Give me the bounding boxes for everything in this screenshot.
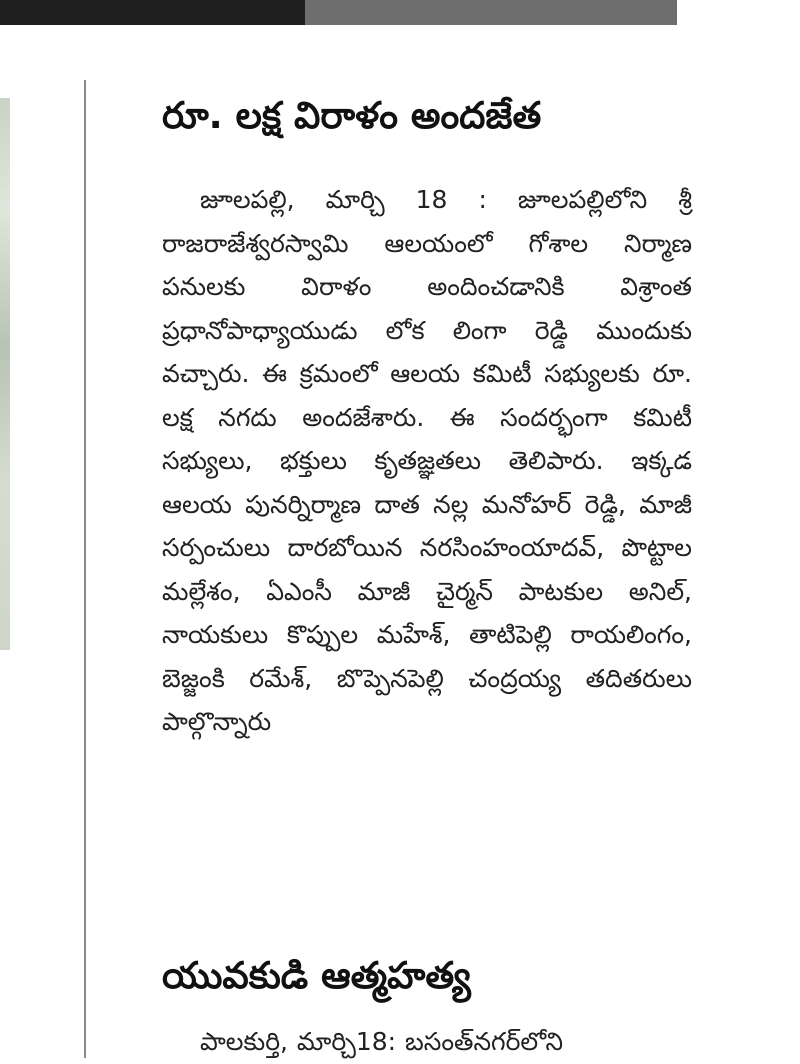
adjacent-photo-edge [0, 98, 10, 650]
article-donation [162, 88, 692, 744]
article-headline: రూ. లక్ష విరాళం అందజేత [162, 94, 542, 137]
top-banner-dark [0, 0, 305, 25]
article-suicide [162, 948, 692, 1064]
article-body: జూలపల్లి, మార్చి 18 : జూలపల్లిలోని శ్రీ రాజరాజేశ్వరస్వామి ఆలయంలో గోశాల నిర్మాణ పనులకు విరాళం అందించడానికి విశ్రాంత ప్రధానోపాధ్యాయుడు లోక లింగా రెడ్డి ముందుకు వచ్చారు. ఈ క్రమంలో ఆలయ కమిటీ సభ్యులకు రూ. లక్ష నగదు అందజేశారు. ఈ సందర్భంగా కమిటీ సభ్యులు, భక్తులు కృతజ్ఞతలు తెలిపారు. ఇక్కడ ఆలయ పునర్నిర్మాణ దాత నల్ల మనోహర్ రెడ్డి, మాజీ సర్పంచులు దారబోయిన నరసింహంయాదవ్, పొట్టాల మల్లేశం, ఏఎంసీ మాజీ చైర్మన్ పాటకుల అనిల్, నాయకులు కొప్పుల మహేశ్, తాటిపెల్లి రాయలింగం, బెజ్జంకి రమేశ్, బొప్పెనపెల్లి చంద్రయ్య తదితరులు పాల్గొన్నారు [162, 185, 692, 736]
top-banner-grey [305, 0, 677, 25]
column-divider [84, 80, 86, 1058]
article-headline: యువకుడి ఆత్మహత్య [162, 954, 471, 997]
article-body: పాలకుర్తి, మార్చి18: బసంత్‌నగర్‌లోని [200, 1027, 564, 1056]
